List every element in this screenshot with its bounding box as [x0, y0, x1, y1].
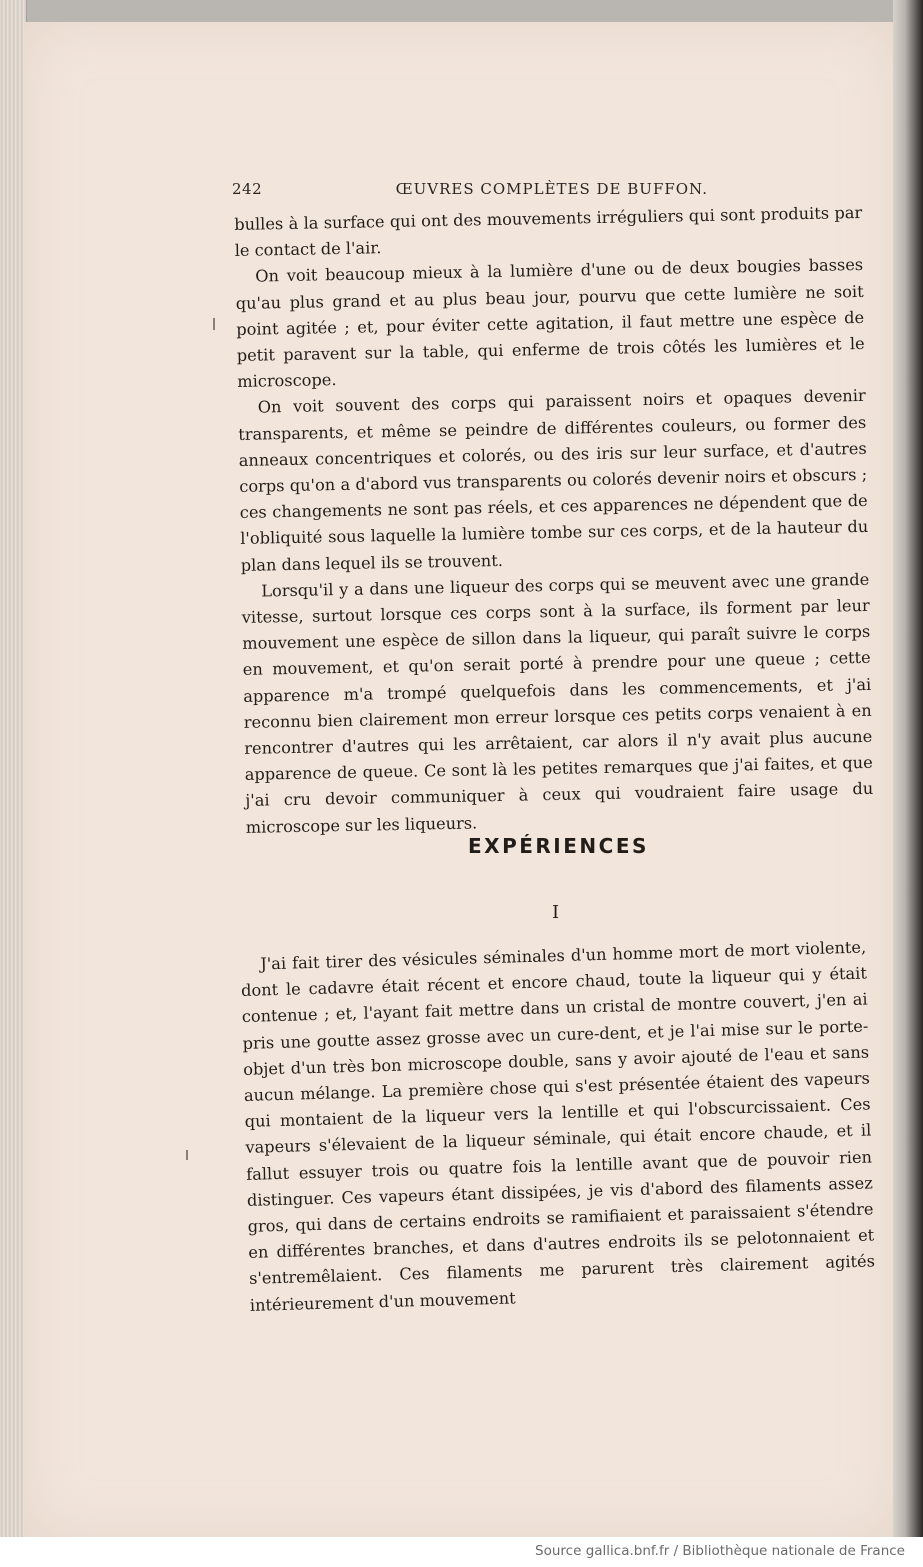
margin-mark: [213, 318, 215, 330]
paragraph: bulles à la surface qui ont des mouvements irréguliers qui sont produits par le contact de l'air.: [234, 202, 863, 261]
source-credit: Source gallica.bnf.fr / Bibliothèque nationale de France: [535, 1543, 905, 1559]
page-edges: [0, 0, 27, 1537]
running-title: ŒUVRES COMPLÈTES DE BUFFON.: [395, 180, 708, 198]
source-footer: [0, 1537, 923, 1567]
page-header: [232, 180, 708, 204]
paragraph: On voit beaucoup mieux à la lumière d'une ou de deux bougies basses qu'au plus grand et au plus beau jour, pourvu que cette lumière ne soit point agitée ; et, pour éviter cette agitation, il faut mettre une espèce de petit paravent sur la table, qui enferme de trois côtés les lumières et le microscope.: [235, 255, 865, 392]
binding-edge: [893, 0, 923, 1537]
paragraph: Lorsqu'il y a dans une liqueur des corps qui se meuvent avec une grande vitesse, surtout lorsque ces corps sont à la surface, ils forment par leur mouvement une espèce de sillon dans la liqueur, qui paraît suivre le corps en mouvement, et qu'on serait porté à prendre pour une queue ; cette apparence m'a trompé quelquefois dans les commencements, et j'ai reconnu bien clairement mon erreur lorsque ces petits corps venaient à en rencontrer d'autres qui les arrêtaient, car alors il n'y avait plus aucune apparence de queue. Ce sont là les petites remarques que j'ai faites, et que j'ai cru devoir communiquer à ceux qui voudraient faire usage du microscope sur les liqueurs.: [241, 569, 874, 837]
section-heading: EXPÉRIENCES: [468, 834, 649, 858]
section-number: I: [552, 902, 560, 923]
text-block-top: [234, 200, 874, 841]
paragraph: On voit souvent des corps qui paraissent noirs et opaques devenir transparents, et même se peindre de différentes couleurs, ou former des anneaux concentriques et colorés, ou des iris sur leur surface, et d'autres corps qu'on a d'abord vus transparents ou colorés devenir noirs et obscurs ; ces changements ne sont pas réels, et ces apparences ne dépendent que de l'obliquité sous laquelle la lumière tombe sur ces corps, et de la hauteur du plan dans lequel ils se trouvent.: [238, 386, 869, 575]
text-block-bottom: [240, 935, 876, 1319]
margin-mark: [186, 1150, 188, 1160]
page-number: 242: [232, 180, 263, 198]
paragraph: J'ai fait tirer des vésicules séminales d'un homme mort de mort violente, dont le cadavre était récent et encore chaud, toute la liqueur qui y était contenue ; et, l'ayant fait mettre dans un cristal de montre couvert, j'en ai pris une goutte assez grosse avec un cure-dent, et je l'ai mise sur le porte-objet d'un très bon microscope double, sans y avoir ajouté de l'eau et sans aucun mélange. La première chose qui s'est présentée étaient des vapeurs qui montaient de la liqueur vers la lentille et qui l'obscurcissaient. Ces vapeurs s'élevaient de la liqueur séminale, qui était encore chaude, et il fallut essuyer trois ou quatre fois la lentille avant que de pouvoir rien distinguer. Ces vapeurs étant dissipées, je vis d'abord des filaments assez gros, qui dans de certains endroits se ramifiaient et paraissaient s'étendre en différentes branches, et dans d'autres endroits ils se pelotonnaient et s'entremêlaient. Ces filaments me parurent très clairement agités intérieurement d'un mouvement: [240, 937, 876, 1315]
